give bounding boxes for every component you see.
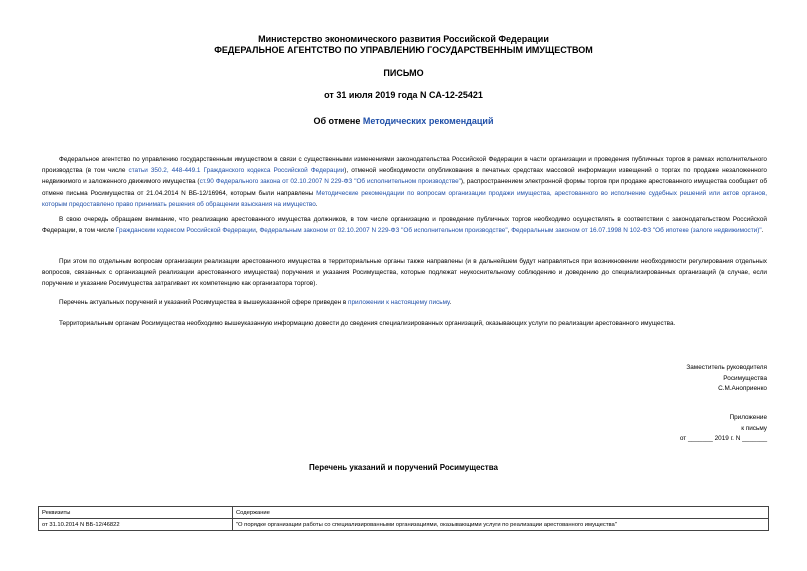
subject-link[interactable]: Методических рекомендаций: [362, 116, 494, 126]
paragraph-3: [42, 256, 767, 290]
appendix-block: [680, 413, 767, 445]
p2-link-civil-code[interactable]: Гражданским кодексом Российской Федерации: [115, 227, 256, 235]
table-cell-content: "О порядке организации работы со специализированными организациями, оказывающими услуги по реализации арестованного имущества": [233, 519, 769, 531]
ministry-name: Министерство экономического развития Российской Федерации: [258, 34, 549, 44]
p1-text-2: ), отменой необходимости опубликования в печатных средствах массовой информации извещений о торгах по продаже незаложенного недвижимого и заложенного движимого имущества (: [42, 167, 767, 186]
table-header-requisites: Реквизиты: [39, 507, 233, 519]
p1-link-law-229[interactable]: ст.90 Федерального закона от 02.10.2007 N 229-ФЗ "Об исполнительном производстве": [199, 178, 461, 186]
paragraph-4: [42, 297, 767, 308]
p2-text-3: ,: [507, 227, 512, 235]
p4-link-appendix[interactable]: приложении к настоящему письму: [348, 299, 450, 306]
paragraph-5: [42, 318, 767, 329]
table-header-content: Содержание: [233, 507, 769, 519]
p1-link-methodical-recommendations[interactable]: Методические рекомендации по вопросам организации продажи имущества, арестованного во исполнение судебных решений или актов органов, которым предоставлено право принимать решения об обращении взыскания на имущество: [42, 189, 767, 208]
p5-text-1: Территориальным органам Росимущества необходимо вышеуказанную информацию довести до сведения специализированных организаций, оказывающих услуги по реализации арестованного имущества.: [59, 320, 676, 327]
paragraph-1: [42, 154, 767, 210]
p4-text-2: .: [449, 299, 452, 306]
p1-text-4: .: [315, 200, 318, 208]
p3-text-1: При этом по отдельным вопросам организации реализации арестованного имущества в территориальные органы также направлены (и в дальнейшем будут направляться при возникновении необходимости регулирования отдельных вопросов, связанных с организацией реализации арестованного имущества) поручения и указания Росимущества, которые подлежат неукоснительному соблюдению и доведению до специализированных организаций (в случае, если поручение и указание Росимущества затрагивает их компетенцию как организатора торгов).: [42, 258, 767, 288]
p2-link-law-102[interactable]: Федеральным законом от 16.07.1998 N 102-ФЗ "Об ипотеке (залоге недвижимости)": [511, 227, 762, 235]
p4-text-1: Перечень актуальных поручений и указаний Росимущества в вышеуказанной сфере приведен в: [59, 299, 348, 306]
document-type: ПИСЬМО: [383, 68, 424, 78]
p2-text-4: .: [761, 227, 764, 235]
p1-link-civil-code[interactable]: статьи 350.2, 448-449.1 Гражданского кодекса Российской Федерации: [128, 167, 345, 175]
appendix-date-number: от _______ 2019 г. N _______: [679, 435, 767, 442]
appendix-to-letter: к письму: [741, 424, 767, 432]
table-header-row: [39, 507, 769, 519]
p2-text-2: ,: [255, 227, 260, 235]
p2-text-1: В свою очередь обращаем внимание, что реализацию арестованного имущества должников, в том числе организацию и проведение публичных торгов необходимо осуществлять в соответствии с законодательством Российской Федерации, в том числе: [42, 216, 767, 235]
signature-organization: Росимущества: [723, 374, 767, 382]
document-subject: [0, 116, 807, 127]
list-title: Перечень указаний и поручений Росимущества: [309, 463, 498, 472]
table-row: [39, 519, 769, 531]
signature-name: С.М.Аноприенко: [718, 385, 767, 392]
document-date-number: от 31 июля 2019 года N СА-12-25421: [324, 90, 483, 100]
signature-position: Заместитель руководителя: [686, 364, 767, 371]
p1-text-3: ), распространением электронной формы торгов при продаже арестованного имущества сообщает об отмене письма Росимущества от 21.04.2014 N ВБ-12/16964, которым были направлены: [42, 178, 768, 197]
appendix-label: Приложение: [729, 414, 767, 421]
subject-prefix: Об отмене: [313, 116, 363, 126]
table-cell-requisites: от 31.10.2014 N ВБ-12/46822: [39, 519, 233, 531]
paragraph-2: [42, 214, 767, 236]
agency-name: ФЕДЕРАЛЬНОЕ АГЕНТСТВО ПО УПРАВЛЕНИЮ ГОСУДАРСТВЕННЫМ ИМУЩЕСТВОМ: [214, 45, 593, 55]
p2-link-law-229[interactable]: Федеральным законом от 02.10.2007 N 229-ФЗ "Об исполнительном производстве": [259, 227, 508, 235]
signature-block: [686, 363, 767, 395]
p1-text-1: Федеральное агентство по управлению государственным имуществом в связи с существенными изменениями законодательства Российской Федерации в части организации и проведения публичных торгов в рамках исполнительного производства (в том числе: [42, 156, 767, 175]
instructions-table: [38, 506, 769, 531]
